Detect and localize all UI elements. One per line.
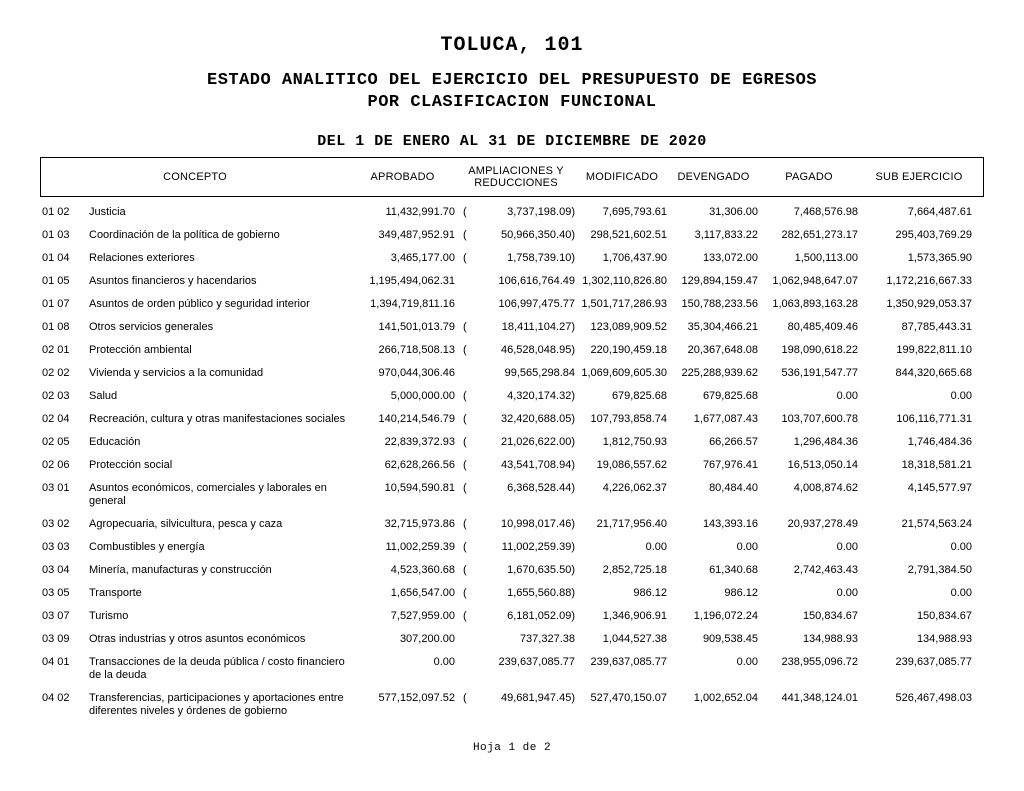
cell-modificado: 1,346,906.91 [602,610,667,622]
cell-pagado: 536,191,547.77 [781,367,858,379]
cell-devengado: 986.12 [724,587,758,599]
cell-aprobado: 5,000,000.00 [390,390,455,402]
row-concept: Minería, manufacturas y construcción [89,564,272,576]
row-code: 01 05 [42,275,70,287]
cell-modificado: 1,044,527.38 [602,633,667,645]
table-row [40,610,984,623]
cell-sub-ejercicio: 1,350,929,053.37 [886,298,972,310]
cell-pagado: 150,834.67 [802,610,858,622]
row-concept: Educación [89,436,141,448]
row-code: 03 03 [42,541,70,553]
cell-ampliaciones: ( 6,368,528.44) [463,482,575,494]
cell-modificado: 986.12 [633,587,667,599]
cell-ampliaciones: ( 46,528,048.95) [463,344,575,356]
cell-devengado: 1,196,072.24 [693,610,758,622]
cell-sub-ejercicio: 2,791,384.50 [907,564,972,576]
cell-pagado: 1,296,484.36 [793,436,858,448]
row-code: 02 04 [42,413,70,425]
row-code: 03 09 [42,633,70,645]
column-header-aprobado: APROBADO [370,171,435,183]
cell-ampliaciones: ( 1,670,635.50) [463,564,575,576]
table-row [40,656,984,682]
table-row [40,541,984,554]
cell-modificado: 7,695,793.61 [602,206,667,218]
cell-ampliaciones: ( 21,026,622.00) [463,436,575,448]
cell-aprobado: 140,214,546.79 [378,413,455,425]
cell-sub-ejercicio: 7,664,487.61 [907,206,972,218]
cell-pagado: 0.00 [836,390,858,402]
cell-sub-ejercicio: 0.00 [950,541,972,553]
cell-modificado: 1,069,609,605.30 [581,367,667,379]
row-concept: Agropecuaria, silvicultura, pesca y caza [89,518,283,530]
cell-modificado: 2,852,725.18 [602,564,667,576]
page-title: TOLUCA, 101 [440,34,584,57]
row-code: 02 02 [42,367,70,379]
table-row [40,459,984,472]
cell-pagado: 4,008,874.62 [793,482,858,494]
cell-modificado: 679,825.68 [611,390,667,402]
row-code: 04 02 [42,692,70,704]
cell-aprobado: 577,152,097.52 [378,692,455,704]
cell-devengado: 679,825.68 [702,390,758,402]
cell-aprobado: 62,628,266.56 [384,459,455,471]
cell-ampliaciones: ( 1,758,739.10) [463,252,575,264]
cell-devengado: 35,304,466.21 [687,321,758,333]
table-row [40,436,984,449]
budget-table [40,157,984,728]
cell-ampliaciones: ( 1,655,560.88) [463,587,575,599]
cell-ampliaciones: 239,637,085.77 [498,656,575,668]
page-number: Hoja 1 de 2 [472,742,552,754]
cell-devengado: 1,677,087.43 [693,413,758,425]
row-concept: Vivienda y servicios a la comunidad [89,367,264,379]
cell-pagado: 80,485,409.46 [787,321,858,333]
cell-sub-ejercicio: 106,116,771.31 [896,413,972,425]
row-concept: Protección ambiental [89,344,192,356]
cell-ampliaciones: 99,565,298.84 [504,367,575,379]
table-row [40,344,984,357]
row-concept: Otras industrias y otros asuntos económicos [89,633,306,645]
row-code: 01 04 [42,252,70,264]
column-header-sub-ejercicio: SUB EJERCICIO [875,171,963,183]
table-row [40,229,984,242]
cell-pagado: 0.00 [836,587,858,599]
table-row [40,206,984,219]
row-code: 01 07 [42,298,70,310]
table-row [40,518,984,531]
cell-devengado: 1,002,652.04 [693,692,758,704]
cell-modificado: 1,706,437.90 [602,252,667,264]
cell-modificado: 21,717,956.40 [596,518,667,530]
row-concept: Transacciones de la deuda pública / costo financiero de la deuda [89,656,345,681]
row-code: 02 01 [42,344,70,356]
cell-pagado: 0.00 [836,541,858,553]
cell-pagado: 198,090,618.22 [781,344,858,356]
cell-pagado: 238,955,096.72 [781,656,858,668]
cell-sub-ejercicio: 4,145,577.97 [907,482,972,494]
cell-sub-ejercicio: 239,637,085.77 [895,656,972,668]
column-header-concepto: CONCEPTO [163,171,227,183]
table-row [40,252,984,265]
cell-sub-ejercicio: 21,574,563.24 [901,518,972,530]
cell-sub-ejercicio: 1,573,365.90 [907,252,972,264]
table-row [40,321,984,334]
cell-sub-ejercicio: 295,403,769.29 [895,229,972,241]
row-concept: Salud [89,390,118,402]
row-concept: Otros servicios generales [89,321,214,333]
cell-ampliaciones: ( 4,320,174.32) [463,390,575,402]
row-code: 03 01 [42,482,70,494]
row-code: 03 02 [42,518,70,530]
cell-sub-ejercicio: 1,746,484.36 [907,436,972,448]
cell-sub-ejercicio: 1,172,216,667.33 [886,275,972,287]
cell-aprobado: 10,594,590.81 [384,482,455,494]
cell-ampliaciones: ( 6,181,052.09) [463,610,575,622]
row-code: 03 04 [42,564,70,576]
row-concept: Transferencias, participaciones y aportaciones entre diferentes niveles y órdenes de gobierno [89,692,344,717]
row-concept: Relaciones exteriores [89,252,195,264]
table-row [40,390,984,403]
cell-pagado: 2,742,463.43 [793,564,858,576]
cell-aprobado: 307,200.00 [399,633,455,645]
cell-aprobado: 1,195,494,062.31 [369,275,455,287]
cell-ampliaciones: 106,616,764.49 [498,275,575,287]
cell-ampliaciones: ( 50,966,350.40) [463,229,575,241]
cell-aprobado: 141,501,013.79 [378,321,455,333]
cell-devengado: 3,117,833.22 [694,229,758,241]
column-header-modificado: MODIFICADO [585,171,659,183]
cell-devengado: 31,306.00 [709,206,758,218]
row-code: 01 08 [42,321,70,333]
cell-devengado: 150,788,233.56 [681,298,758,310]
cell-ampliaciones: ( 10,998,017.46) [463,518,575,530]
cell-sub-ejercicio: 844,320,665.68 [895,367,972,379]
cell-pagado: 1,062,948,647.07 [772,275,858,287]
table-body [40,197,984,718]
cell-sub-ejercicio: 199,822,811.10 [896,344,972,356]
cell-ampliaciones: ( 3,737,198.09) [463,206,575,218]
document-header [0,34,1024,151]
cell-devengado: 66,266.57 [709,436,758,448]
row-concept: Asuntos económicos, comerciales y laborales en general [89,482,327,507]
column-header-devengado: DEVENGADO [677,171,750,183]
cell-ampliaciones: ( 43,541,708.94) [463,459,575,471]
row-concept: Recreación, cultura y otras manifestaciones sociales [89,413,346,425]
cell-sub-ejercicio: 87,785,443.31 [901,321,972,333]
cell-aprobado: 970,044,306.46 [378,367,455,379]
row-concept: Asuntos financieros y hacendarios [89,275,257,287]
column-header-ampliaciones: AMPLIACIONES Y REDUCCIONES [468,165,564,189]
cell-aprobado: 11,002,259.39 [385,541,455,553]
row-code: 04 01 [42,656,70,668]
table-row [40,564,984,577]
cell-ampliaciones: 737,327.38 [519,633,575,645]
cell-modificado: 239,637,085.77 [590,656,667,668]
cell-aprobado: 0.00 [433,656,455,668]
row-concept: Combustibles y energía [89,541,205,553]
cell-aprobado: 4,523,360.68 [390,564,455,576]
cell-devengado: 0.00 [736,656,758,668]
row-concept: Justicia [89,206,126,218]
row-code: 02 05 [42,436,70,448]
row-code: 01 03 [42,229,70,241]
cell-aprobado: 349,487,952.91 [378,229,455,241]
cell-sub-ejercicio: 134,988.93 [916,633,972,645]
cell-ampliaciones: 106,997,475.77 [498,298,575,310]
cell-pagado: 441,348,124.01 [781,692,858,704]
cell-modificado: 123,089,909.52 [590,321,667,333]
table-row [40,633,984,646]
row-concept: Turismo [89,610,129,622]
cell-devengado: 143,393.16 [702,518,758,530]
cell-modificado: 4,226,062.37 [602,482,667,494]
cell-pagado: 1,063,893,163.28 [772,298,858,310]
row-concept: Coordinación de la política de gobierno [89,229,280,241]
cell-aprobado: 32,715,973.86 [384,518,455,530]
cell-ampliaciones: ( 11,002,259.39) [463,541,575,553]
cell-ampliaciones: ( 49,681,947.45) [463,692,575,704]
cell-devengado: 61,340.68 [709,564,758,576]
cell-modificado: 527,470,150.07 [590,692,667,704]
table-row [40,275,984,288]
row-concept: Protección social [89,459,173,471]
row-concept: Transporte [89,587,142,599]
row-code: 01 02 [42,206,70,218]
cell-pagado: 16,513,050.14 [787,459,858,471]
cell-modificado: 1,302,110,826.80 [582,275,667,287]
report-title: ESTADO ANALITICO DEL EJERCICIO DEL PRESUPUESTO DE EGRESOS [207,71,817,90]
cell-aprobado: 1,656,547.00 [390,587,455,599]
row-code: 02 06 [42,459,70,471]
cell-sub-ejercicio: 0.00 [950,390,972,402]
column-header-pagado: PAGADO [785,171,833,183]
cell-modificado: 220,190,459.18 [590,344,667,356]
row-code: 02 03 [42,390,70,402]
cell-devengado: 909,538.45 [702,633,758,645]
cell-pagado: 1,500,113.00 [794,252,858,264]
table-row [40,413,984,426]
report-period: DEL 1 DE ENERO AL 31 DE DICIEMBRE DE 2020 [317,133,707,150]
table-row [40,298,984,311]
cell-aprobado: 266,718,508.13 [378,344,455,356]
row-code: 03 07 [42,610,70,622]
cell-aprobado: 7,527,959.00 [390,610,455,622]
table-row [40,692,984,718]
cell-aprobado: 1,394,719,811.16 [370,298,455,310]
cell-modificado: 0.00 [645,541,667,553]
cell-pagado: 134,988.93 [802,633,858,645]
cell-devengado: 133,072.00 [702,252,758,264]
table-header-row [40,157,984,197]
cell-devengado: 80,484.40 [709,482,758,494]
cell-modificado: 19,086,557.62 [596,459,667,471]
table-row [40,482,984,508]
cell-aprobado: 11,432,991.70 [385,206,455,218]
cell-sub-ejercicio: 0.00 [950,587,972,599]
cell-modificado: 1,812,750.93 [602,436,667,448]
table-row [40,367,984,380]
cell-ampliaciones: ( 32,420,688.05) [463,413,575,425]
cell-pagado: 7,468,576.98 [793,206,858,218]
cell-devengado: 20,367,648.08 [687,344,758,356]
cell-sub-ejercicio: 526,467,498.03 [895,692,972,704]
cell-pagado: 103,707,600.78 [781,413,858,425]
cell-aprobado: 3,465,177.00 [390,252,455,264]
cell-sub-ejercicio: 18,318,581.21 [901,459,972,471]
cell-pagado: 20,937,278.49 [787,518,858,530]
cell-modificado: 1,501,717,286.93 [581,298,667,310]
cell-aprobado: 22,839,372.93 [384,436,455,448]
row-code: 03 05 [42,587,70,599]
cell-ampliaciones: ( 18,411,104.27) [463,321,575,333]
row-concept: Asuntos de orden público y seguridad interior [89,298,310,310]
cell-devengado: 767,976.41 [702,459,758,471]
table-row [40,587,984,600]
cell-devengado: 225,288,939.62 [681,367,758,379]
cell-sub-ejercicio: 150,834.67 [916,610,972,622]
cell-modificado: 298,521,602.51 [590,229,667,241]
cell-devengado: 129,894,159.47 [681,275,758,287]
cell-pagado: 282,651,273.17 [781,229,858,241]
report-subtitle: POR CLASIFICACION FUNCIONAL [367,93,657,112]
cell-modificado: 107,793,858.74 [590,413,667,425]
cell-devengado: 0.00 [736,541,758,553]
